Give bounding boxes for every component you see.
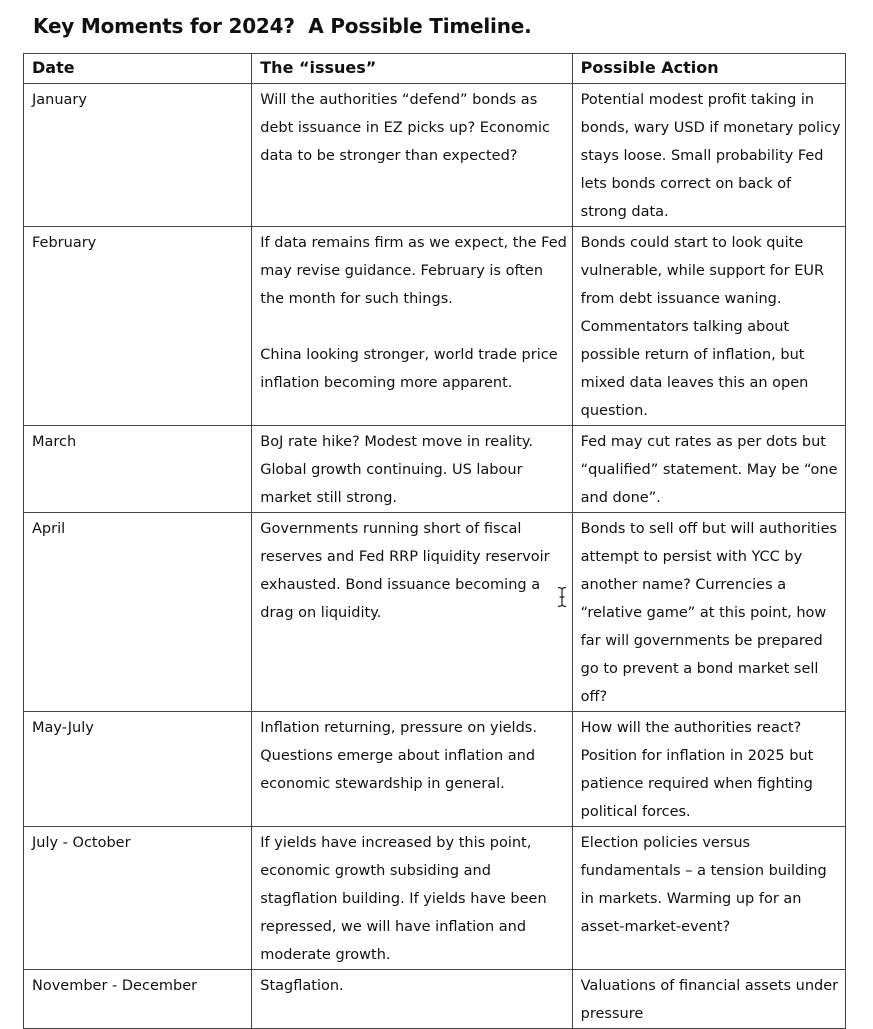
- issues-text: Will the authorities “defend” bonds as debt issuance in EZ picks up? Economic data to be stronger than expected?: [260, 92, 550, 164]
- cell-date: May-July: [24, 712, 252, 827]
- issues-text: If yields have increased by this point, economic growth subsiding and stagflation building. If yields have been repressed, we will have inflation and moderate growth.: [260, 835, 547, 963]
- issues-text: Stagflation.: [260, 978, 344, 994]
- cell-action: How will the authorities react? Position for inflation in 2025 but patience required when fighting political forces.: [572, 712, 845, 827]
- cell-action: Bonds could start to look quite vulnerable, while support for EUR from debt issuance waning. Commentators talking about possible return of inflation, but mixed data leaves this an open question.: [572, 227, 845, 426]
- issues-text: If data remains firm as we expect, the Fed may revise guidance. February is often the month for such things.: [260, 235, 567, 307]
- timeline-table: [23, 53, 846, 1029]
- cell-issues: [252, 84, 572, 227]
- cell-issues: [252, 712, 572, 827]
- cell-issues: [252, 970, 572, 1029]
- cell-action: Potential modest profit taking in bonds, wary USD if monetary policy stays loose. Small probability Fed lets bonds correct on back of strong data.: [572, 84, 845, 227]
- cell-date: March: [24, 426, 252, 513]
- cell-action: Election policies versus fundamentals – a tension building in markets. Warming up for an asset-market-event?: [572, 827, 845, 970]
- text-cursor-icon: [556, 586, 568, 608]
- cell-date: January: [24, 84, 252, 227]
- issues-text: China looking stronger, world trade price inflation becoming more apparent.: [260, 347, 558, 391]
- cell-issues: [252, 426, 572, 513]
- cell-date: February: [24, 227, 252, 426]
- table-row: [24, 712, 846, 827]
- issues-text: BoJ rate hike? Modest move in reality. Global growth continuing. US labour market still strong.: [260, 434, 533, 506]
- cell-issues: [252, 827, 572, 970]
- table-row: [24, 426, 846, 513]
- cell-issues: [252, 227, 572, 426]
- cell-action: Bonds to sell off but will authorities attempt to persist with YCC by another name? Currencies a “relative game” at this point, how far will governments be prepared go to prevent a bond market sell off?: [572, 513, 845, 712]
- header-date: Date: [24, 54, 252, 84]
- table-row: [24, 513, 846, 712]
- cell-date: July - October: [24, 827, 252, 970]
- table-row: [24, 84, 846, 227]
- issues-text: Inflation returning, pressure on yields. Questions emerge about inflation and economic stewardship in general.: [260, 720, 537, 792]
- issues-text: Governments running short of fiscal reserves and Fed RRP liquidity reservoir exhausted. Bond issuance becoming a drag on liquidity.: [260, 521, 550, 621]
- header-issues: The “issues”: [252, 54, 572, 84]
- table-row: [24, 227, 846, 426]
- page-title: Key Moments for 2024? A Possible Timeline.: [33, 14, 532, 38]
- cell-date: April: [24, 513, 252, 712]
- table-row: [24, 827, 846, 970]
- cell-action: Valuations of financial assets under pressure: [572, 970, 845, 1029]
- table-row: [24, 970, 846, 1029]
- header-action: Possible Action: [572, 54, 845, 84]
- cell-date: November - December: [24, 970, 252, 1029]
- cell-action: Fed may cut rates as per dots but “qualified” statement. May be “one and done”.: [572, 426, 845, 513]
- cell-issues: [252, 513, 572, 712]
- table-header-row: [24, 54, 846, 84]
